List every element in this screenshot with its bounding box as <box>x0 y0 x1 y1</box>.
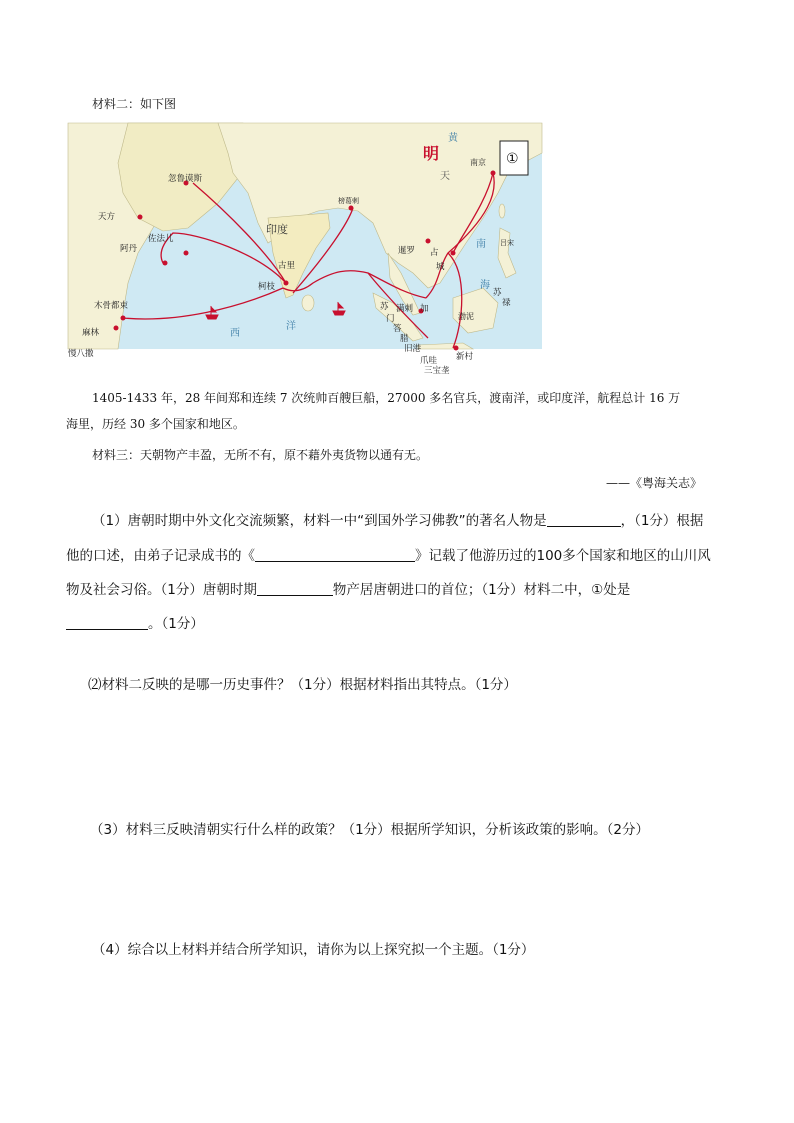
label-tian: 天 <box>440 171 450 182</box>
dot-siam <box>426 239 431 244</box>
label-ming: 明 <box>423 144 440 163</box>
dot-zufar <box>184 251 189 256</box>
label-huang: 黄 <box>448 133 458 144</box>
dot-xincun <box>454 346 459 351</box>
label-manlajia-jia: 加 <box>420 304 429 314</box>
q1-text-number: 100 <box>536 548 563 564</box>
label-tianfang: 天方 <box>98 212 116 222</box>
dot-mogadishu <box>121 316 126 321</box>
label-nanjing: 南京 <box>470 158 486 167</box>
dot-champa <box>451 251 456 256</box>
label-hulumosi: 忽鲁谟斯 <box>168 174 203 184</box>
question-1-line-1 <box>92 509 703 529</box>
q1-text-a: （1）唐朝时期中外文化交流频繁，材料一中“到国外学习佛教”的著名人物是 <box>92 513 547 529</box>
question-1-line-2 <box>66 544 711 564</box>
label-yindu: 印度 <box>266 223 288 236</box>
sri-lanka <box>302 295 314 311</box>
label-yang: 洋 <box>286 321 296 332</box>
q1-text-f: 物及社会习俗。（1分）唐朝时期 <box>66 582 257 598</box>
question-1-line-3 <box>66 578 630 598</box>
question-1-line-4 <box>66 612 204 632</box>
dot-bengal <box>349 206 354 211</box>
q1-text-e: 多个国家和地区的山川风 <box>562 548 711 564</box>
label-mugudushu: 木骨都束 <box>94 301 129 311</box>
taiwan <box>499 204 505 218</box>
label-guli: 古里 <box>278 261 296 271</box>
label-sumenda-su: 苏 <box>380 302 389 312</box>
q1-text-c: 他的口述，由弟子记录成书的《 <box>66 548 255 564</box>
q1-blank-place[interactable] <box>66 615 148 630</box>
label-sulu-su: 苏 <box>493 288 502 298</box>
q1-text-d: 》记载了他游历过的 <box>415 548 537 564</box>
label-sumenda-la: 腊 <box>400 334 409 344</box>
label-sumenda-men: 门 <box>386 314 395 324</box>
material-2-heading: 材料二：如下图 <box>92 97 177 111</box>
question-3: （3）材料三反映清朝实行什么样的政策？（1分）根据所学知识，分析该政策的影响。（2分） <box>90 822 650 838</box>
q1-text-h: 。（1分） <box>148 616 204 632</box>
zheng-he-voyage-map <box>68 123 542 376</box>
label-sulu-lu: 禄 <box>502 298 511 308</box>
label-bangela: 榜葛剌 <box>338 197 359 205</box>
label-sanbaolong: 三宝垄 <box>424 366 450 376</box>
dot-tianfang <box>138 215 143 220</box>
label-zhancheng-cheng: 城 <box>436 262 445 272</box>
label-manbasa: 慢八撒 <box>68 349 94 359</box>
q1-text-g: 物产居唐朝进口的首位；（1分）材料二中，①处是 <box>332 582 631 598</box>
label-boni: 渤泥 <box>458 312 474 321</box>
label-sumenda-da: 答 <box>393 324 402 334</box>
label-malin: 麻林 <box>82 328 100 338</box>
label-kezhi: 柯枝 <box>258 282 276 292</box>
placeholder-circle-one: ① <box>506 151 519 167</box>
q1-blank-goods[interactable] <box>257 581 333 596</box>
q1-blank-person[interactable] <box>547 512 621 527</box>
question-2: ⑵材料二反映的是哪一历史事件？（1分）根据材料指出其特点。（1分） <box>88 677 517 693</box>
label-xi: 西 <box>230 328 240 339</box>
caption-line-1: 1405-1433 年，28 年间郑和连续 7 次统帅百艘巨船，27000 多名官兵，渡南洋，或印度洋，航程总计 16 万 <box>92 391 681 405</box>
label-xiluo: 暹罗 <box>398 246 416 256</box>
question-4: （4）综合以上材料并结合所学知识，请你为以上探究拟一个主题。（1分） <box>92 942 535 958</box>
label-lvsong: 吕宋 <box>500 239 514 247</box>
material-3-source: ——《粤海关志》 <box>606 476 703 490</box>
dot-calicut <box>284 281 289 286</box>
label-zhancheng-zhan: 占 <box>430 248 439 258</box>
label-hai: 海 <box>480 280 490 291</box>
label-zuofaer: 佐法儿 <box>148 234 174 244</box>
label-xincun: 新村 <box>456 352 474 362</box>
label-jiugang: 旧港 <box>404 344 422 354</box>
dot-nanjing <box>491 171 496 176</box>
label-nan: 南 <box>476 239 486 250</box>
material-3-text: 材料三：天朝物产丰盈，无所不有，原不藉外夷货物以通有无。 <box>92 448 429 462</box>
dot-aden <box>163 261 168 266</box>
dot-malin <box>114 326 119 331</box>
label-manlajia-man: 满剌 <box>396 304 414 314</box>
q1-text-b: ，（1分）根据 <box>620 513 704 529</box>
label-adan: 阿丹 <box>120 244 138 254</box>
caption-line-2: 海里，历经 30 多个国家和地区。 <box>66 417 245 431</box>
q1-blank-book[interactable] <box>255 547 415 562</box>
label-zhuawa: 爪哇 <box>420 356 438 366</box>
